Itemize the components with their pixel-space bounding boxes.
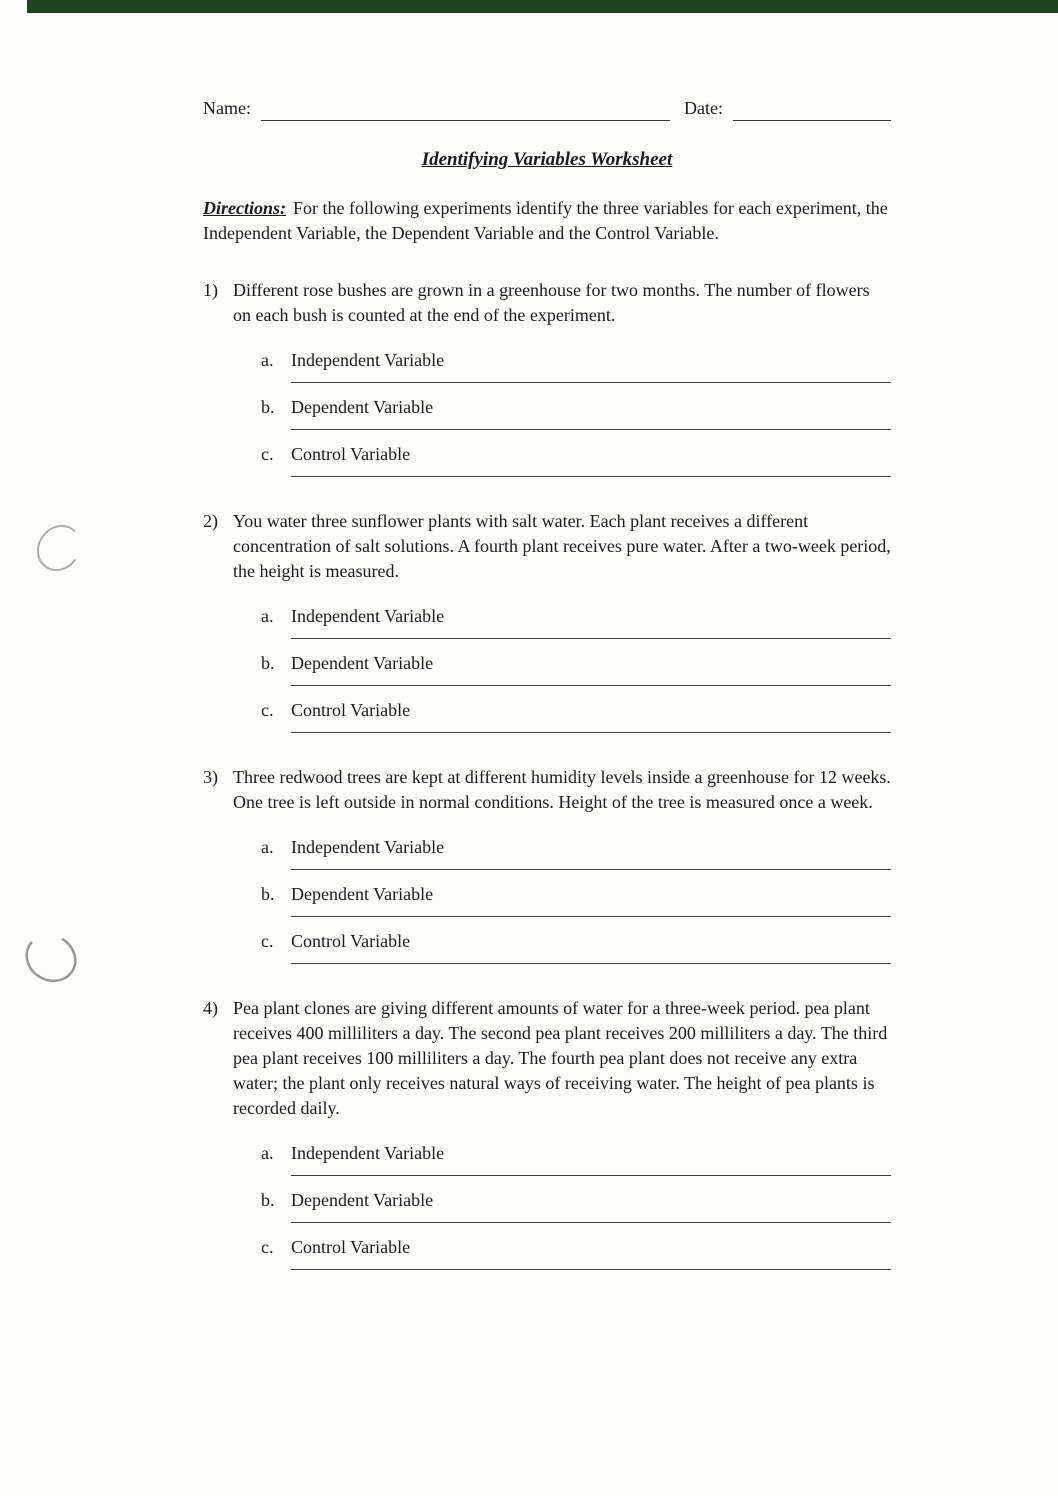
answer-blank-line [291, 869, 891, 870]
answer-blank-line [291, 476, 891, 477]
part-letter: b. [261, 884, 275, 904]
directions-label: Directions: [203, 198, 286, 218]
part-letter: c. [261, 931, 274, 951]
answer-blank-line [291, 732, 891, 733]
part-label: Independent Variable [291, 837, 445, 857]
answer-part [261, 835, 891, 870]
question-3 [203, 765, 891, 964]
part-label: Control Variable [291, 1237, 411, 1257]
part-label: Dependent Variable [291, 397, 434, 417]
answer-part [261, 1188, 891, 1223]
part-label: Dependent Variable [291, 884, 434, 904]
part-letter: a. [261, 350, 274, 370]
answer-blank-line [291, 382, 891, 383]
answer-part [261, 442, 891, 477]
answer-blank-line [291, 1175, 891, 1176]
question-text: Different rose bushes are grown in a greenhouse for two months. The number of flowers on each bush is counted at the end of the experiment. [233, 280, 870, 325]
directions-text: For the following experiments identify the three variables for each experiment, the Independent Variable, the Dependent Variable and the Control Variable. [203, 198, 888, 243]
part-letter: c. [261, 1237, 274, 1257]
part-letter: a. [261, 837, 274, 857]
date-blank-line [733, 99, 891, 121]
part-label: Dependent Variable [291, 653, 434, 673]
answer-blank-line [291, 685, 891, 686]
hole-punch-mark-2 [24, 928, 78, 988]
date-label: Date: [684, 98, 723, 118]
part-letter: b. [261, 397, 275, 417]
question-4 [203, 996, 891, 1270]
part-letter: a. [261, 606, 274, 626]
answer-part [261, 604, 891, 639]
question-1 [203, 278, 891, 477]
answer-blank-line [291, 1222, 891, 1223]
answer-blank-line [291, 429, 891, 430]
worksheet-content [203, 0, 891, 1270]
name-blank-line [261, 99, 670, 121]
part-label: Control Variable [291, 444, 411, 464]
part-label: Independent Variable [291, 350, 445, 370]
name-label: Name: [203, 98, 251, 118]
part-letter: b. [261, 1190, 275, 1210]
part-label: Independent Variable [291, 606, 445, 626]
part-letter: c. [261, 700, 274, 720]
answer-blank-line [291, 1269, 891, 1270]
question-text: You water three sunflower plants with salt water. Each plant receives a different concentration of salt solutions. A fourth plant receives pure water. After a two-week period, the height is measured. [233, 511, 891, 581]
answer-part [261, 651, 891, 686]
part-label: Dependent Variable [291, 1190, 434, 1210]
question-number: 3) [203, 767, 218, 787]
question-number: 4) [203, 998, 218, 1018]
answer-blank-line [291, 963, 891, 964]
answer-part [261, 1141, 891, 1176]
answer-blank-line [291, 638, 891, 639]
part-label: Control Variable [291, 931, 411, 951]
question-number: 2) [203, 511, 218, 531]
answer-part [261, 1235, 891, 1270]
hole-punch-mark-1 [34, 520, 84, 576]
answer-part [261, 395, 891, 430]
question-text: Three redwood trees are kept at different humidity levels inside a greenhouse for 12 weeks. One tree is left outside in normal conditions. Height of the tree is measured once a week. [233, 767, 891, 812]
part-letter: c. [261, 444, 274, 464]
question-2 [203, 509, 891, 733]
page-title: Identifying Variables Worksheet [421, 149, 673, 170]
answer-part [261, 348, 891, 383]
question-number: 1) [203, 280, 218, 300]
answer-part [261, 929, 891, 964]
part-label: Independent Variable [291, 1143, 445, 1163]
directions-paragraph [203, 196, 891, 246]
answer-blank-line [291, 916, 891, 917]
part-letter: a. [261, 1143, 274, 1163]
part-letter: b. [261, 653, 275, 673]
answer-part [261, 882, 891, 917]
part-label: Control Variable [291, 700, 411, 720]
answer-part [261, 698, 891, 733]
name-date-row [203, 96, 891, 121]
question-text: Pea plant clones are giving different amounts of water for a three-week period. pea plant receives 400 milliliters a day. The second pea plant receives 200 milliliters a day. The third pea plant receives 100 milliliters a day. The fourth pea plant does not receive any extra water; the plant only receives natural ways of receiving water. The height of pea plants is recorded daily. [233, 998, 888, 1118]
